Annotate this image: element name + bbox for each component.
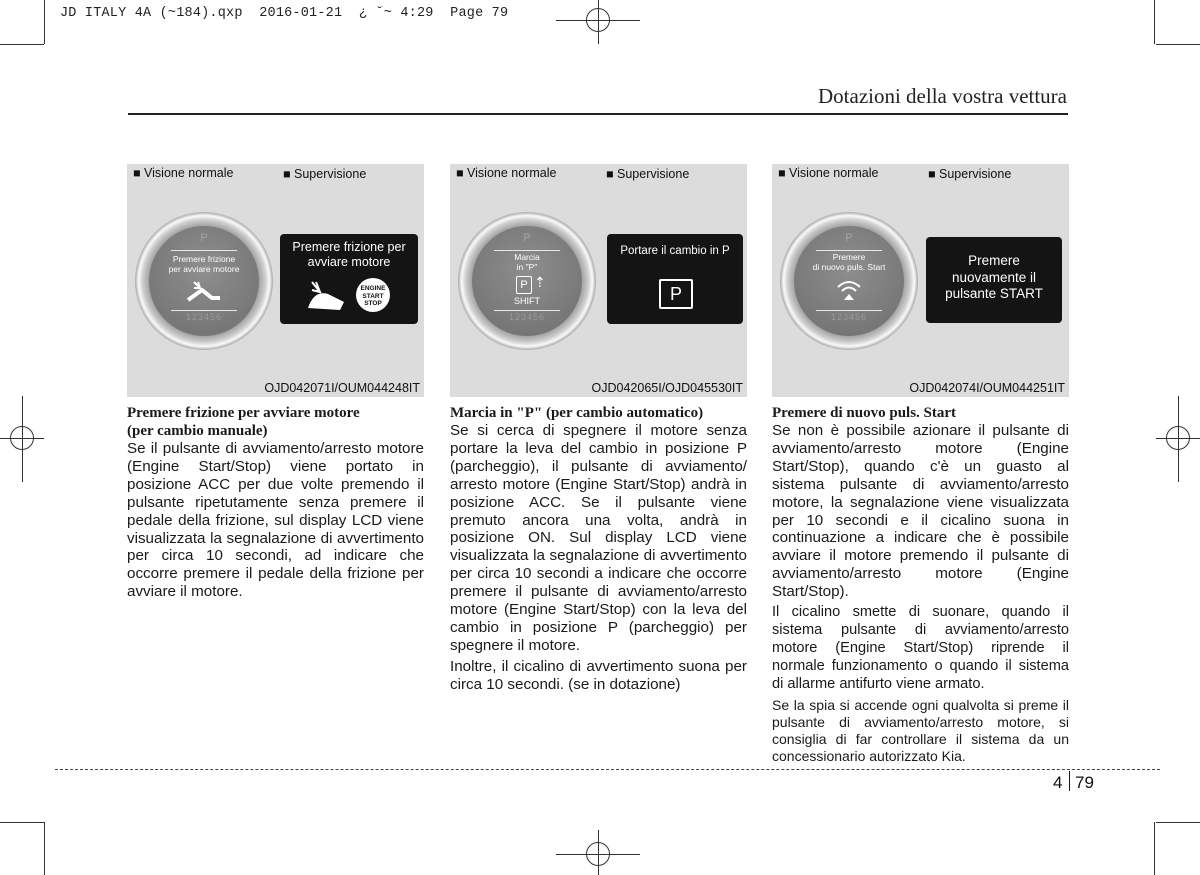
chapter-number: 4 xyxy=(1053,773,1063,792)
label-normal-view: ■ Visione normale xyxy=(456,166,557,180)
screen-text: pulsante START xyxy=(945,286,1043,301)
column-heading: Marcia in "P" (per cambio automatico) xyxy=(450,405,704,421)
crop-mark xyxy=(1156,44,1200,45)
crop-mark xyxy=(1154,822,1155,875)
gauge-shift-label: SHIFT xyxy=(514,296,540,306)
gauge-normal-view: P Marcia in "P" P ⇡ SHIFT 123456 xyxy=(458,212,596,350)
figure-code: OJD042074I/OUM044251IT xyxy=(909,381,1065,395)
file-header: JD ITALY 4A (~184).qxp 2016-01-21 ¿ ˘~ 4:29 Page 79 xyxy=(60,6,509,21)
header-rule xyxy=(128,113,1068,115)
display-supervision xyxy=(280,234,418,324)
screen-text: nuovamente il xyxy=(951,269,1037,285)
column-park xyxy=(450,404,747,697)
screen-text: Premere frizione per xyxy=(292,240,406,254)
clutch-pedal-icon xyxy=(304,278,350,319)
clutch-pedal-icon xyxy=(149,278,259,310)
paragraph: Inoltre, il cicalino di avvertimento suona per circa 10 secondi. (se in dotazione) xyxy=(450,657,747,693)
label-supervision: ■ Supervisione xyxy=(606,167,690,181)
crop-mark xyxy=(44,0,45,44)
gauge-text: Premere frizione xyxy=(172,254,236,264)
column-heading: Premere frizione per avviare motore (per cambio manuale) xyxy=(127,405,360,439)
gauge-normal-view: P Premere frizione per avviare motore 123456 xyxy=(135,212,273,350)
gauge-text: Premere xyxy=(832,252,866,262)
paragraph: Il cicalino smette di suonare, quando il sistema pulsante di avviamento/arresto motore (Engine Start/Stop) riprende il normale funzionamento o quando il sistema di allarme antifurto viene armato. xyxy=(772,604,1069,692)
figure-park xyxy=(450,164,747,397)
paragraph: Se la spia si accende ogni qualvolta si preme il pulsante di avviamento/arresto motore, si consiglia di far controllare il sistema da un concessionario autorizzato Kia. xyxy=(772,696,1069,764)
figure-code: OJD042065I/OJD045530IT xyxy=(591,381,743,395)
gear-p-icon: P xyxy=(659,279,693,309)
gauge-text: Marcia xyxy=(514,252,540,262)
section-title: Dotazioni della vostra vettura xyxy=(818,84,1067,108)
footer-dashed-rule xyxy=(55,769,1160,770)
label-normal-view: ■ Visione normale xyxy=(778,166,879,180)
display-supervision xyxy=(607,234,743,324)
crop-mark xyxy=(1154,0,1155,44)
gauge-text: di nuovo puls. Start xyxy=(812,262,886,272)
gauge-text: in "P" xyxy=(516,262,538,272)
column-clutch xyxy=(127,404,424,604)
gauge-normal-view: P Premere di nuovo puls. Start 123456 xyxy=(780,212,918,350)
crop-mark xyxy=(44,822,45,875)
display-supervision xyxy=(926,237,1062,323)
label-supervision: ■ Supervisione xyxy=(928,167,1012,181)
paragraph: Se si cerca di spegnere il motore senza portare la leva del cambio in posizione P (parcheggio), il pulsante di avviamento/ arresto motore (Engine Start/Stop) andrà in posizione ACC. Se il pulsante viene premuto ancora una volta, andrà in posizione ON. Sul display LCD viene visualizzata la segnalazione di avvertimento per circa 10 secondi a indicare che occorre premere il pulsante di avviamento/arresto motore (Engine Start/Stop) con la leva del cambio in posizione P (parcheggio) per spegnere il motore. xyxy=(450,422,747,654)
screen-text: Portare il cambio in P xyxy=(620,245,730,257)
column-start xyxy=(772,404,1069,768)
paragraph: Se non è possibile azionare il pulsante di avviamento/arresto motore (Engine Start/Stop), quando c'è un guasto al sistema pulsante di avviamento/arresto motore, la segnalazione viene visualizzata per 10 secondi e il cicalino suona in continuazione a indicare che è possibile avviare il motore premendo il pulsante di avviamento/arresto motore (Engine Start/Stop). xyxy=(772,422,1069,601)
engine-start-stop-icon: ENGINE START STOP xyxy=(356,278,390,312)
column-heading: Premere di nuovo puls. Start xyxy=(772,405,957,421)
gear-p-icon: P xyxy=(516,276,532,294)
figure-start xyxy=(772,164,1069,397)
paragraph: Se il pulsante di avviamento/arresto motore (Engine Start/Stop) viene portato in posizione ACC per due volte premendo il pulsante ripetutamente senza premere il pedale della frizione, sul display LCD viene visualizzata la segnalazione di avvertimento per circa 10 secondi, ad indicare che occorre premere il pedale della frizione per avviare il motore. xyxy=(127,440,424,601)
label-supervision: ■ Supervisione xyxy=(283,167,367,181)
figure-clutch xyxy=(127,164,424,397)
smart-key-icon xyxy=(835,278,863,309)
screen-text: avviare motore xyxy=(307,255,391,269)
gauge-text: per avviare motore xyxy=(168,264,240,274)
crop-mark xyxy=(1156,822,1200,823)
crop-mark xyxy=(0,822,44,823)
label-normal-view: ■ Visione normale xyxy=(133,166,234,180)
crop-mark xyxy=(0,44,44,45)
figure-code: OJD042071I/OUM044248IT xyxy=(264,381,420,395)
screen-text: Premere xyxy=(968,253,1020,268)
page-number-divider xyxy=(1069,771,1070,791)
shift-arrow-icon: ⇡ xyxy=(534,274,546,290)
page-number: 79 xyxy=(1075,773,1094,792)
